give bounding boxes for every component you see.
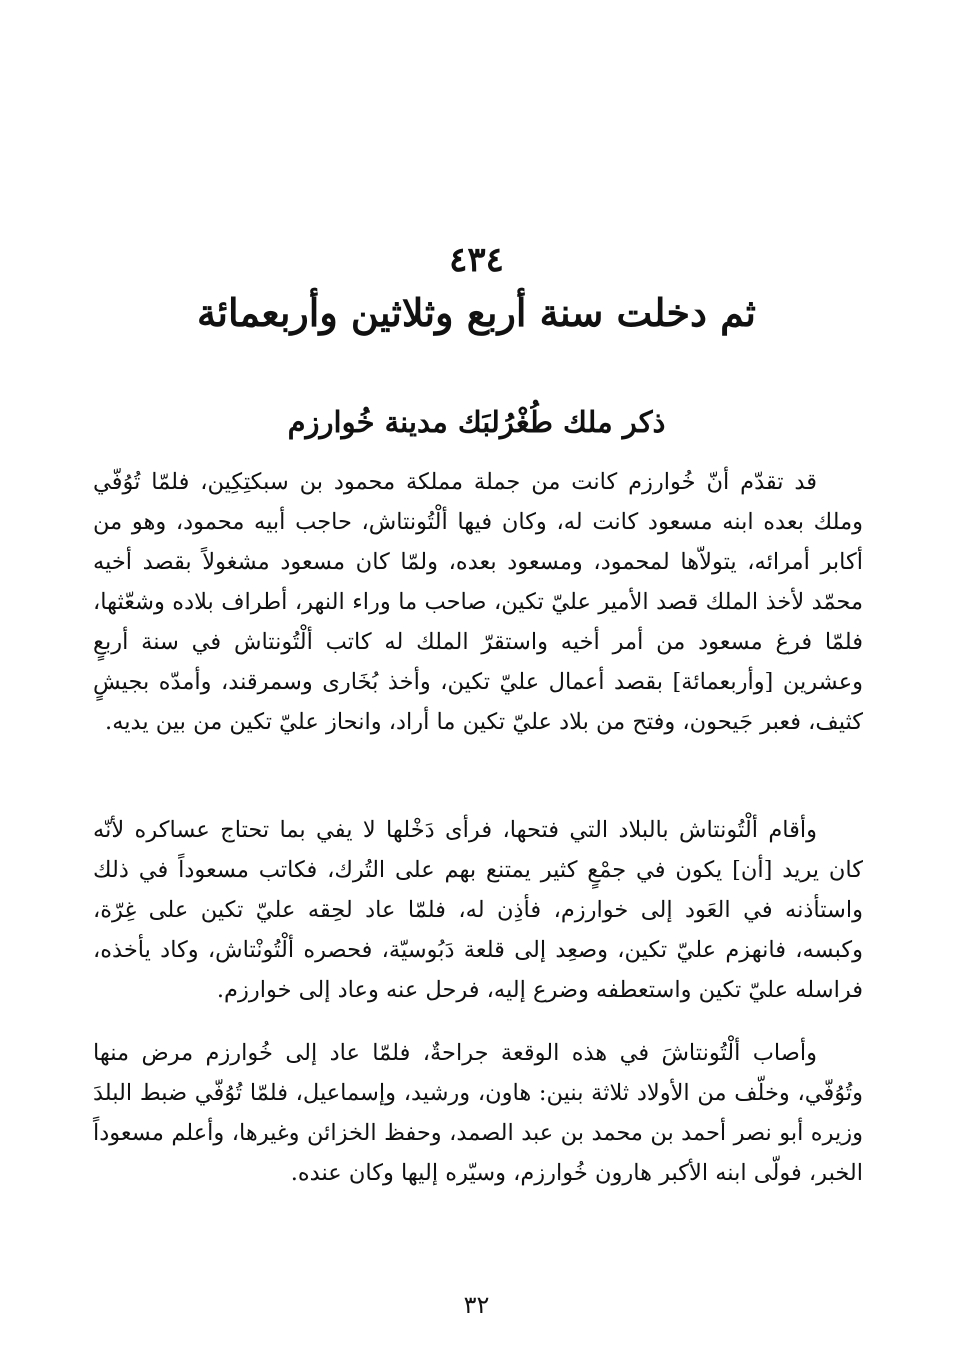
paragraph-2: وأقام ألْتُونتاش بالبلاد التي فتحها، فرأى دَخْلها لا يفي بما تحتاج عساكره لأنّه كان يريد [أن] يكون في جمْعٍ كثير يمتنع بهم على التُرك، فكاتب مسعوداً في ذلك واستأذنه في العَود إلى خوارزم، فأذِن له، فلمّا عاد لحِقه عليّ تكين على غِرّة، وكبسه، فانهزم عليّ تكين، وصعِد إلى قلعة دَبُوسيّة، فحصره ألْتُونْتاش، وكاد يأخذه، فراسله عليّ تكين واستعطفه وضرع إليه، فرحل عنه وعاد إلى خوارزم. <box>93 817 863 1003</box>
page-number: ٣٢ <box>463 1291 490 1319</box>
paragraph-3: وأصاب ألْتُونتاشَ في هذه الوقعة جراحةٌ، فلمّا عاد إلى خُوارزم مرض منها وتُوُفّي، وخلّف من الأولاد ثلاثة بنين: هاون، ورشيد، وإسماعيل، فلمّا تُوُفّي ضبط البلدَ وزيره أبو نصر أحمد بن محمد بن عبد الصمد، وحفظ الخزائن وغيرها، وأعلم مسعوداً الخبر، فولّى ابنه الأكبر هارون خُوارزم، وسيّره إليها وكان عنده. <box>93 1040 863 1186</box>
section-title: ذكر ملك طُغْرُلبَك مدينة خُوارزم <box>287 405 666 439</box>
paragraph-1: قد تقدّم أنّ خُوارزم كانت من جملة مملكة محمود بن سبكتِكِين، فلمّا تُوُفّي وملك بعده ابنه مسعود كانت له، وكان فيها ألْتُونتاش، حاجب أبيه محمود، وهو من أكابر أمرائه، يتولاّها لمحمود، ومسعود بعده، ولمّا كان مسعود مشغولاً بقصد أخيه محمّد لأخذ الملك قصد الأمير عليّ تكين، صاحب ما وراء النهر، أطراف بلاده وشعّثها، فلمّا فرغ مسعود من أمر أخيه واستقرّ الملك له كاتب ألْتُونتاش في سنة أربعٍ وعشرين [وأربعمائة] بقصد أعمال عليّ تكين، وأخذ بُخَارى وسمرقند، وأمدّه بجيشٍ كثيف، فعبر جَيحون، وفتح من بلاد عليّ تكين ما أراد، وانحاز عليّ تكين من بين يديه. <box>93 469 863 735</box>
year-heading: ٤٣٤ <box>449 240 504 280</box>
chapter-title: ثم دخلت سنة أربع وثلاثين وأربعمائة <box>197 290 756 335</box>
